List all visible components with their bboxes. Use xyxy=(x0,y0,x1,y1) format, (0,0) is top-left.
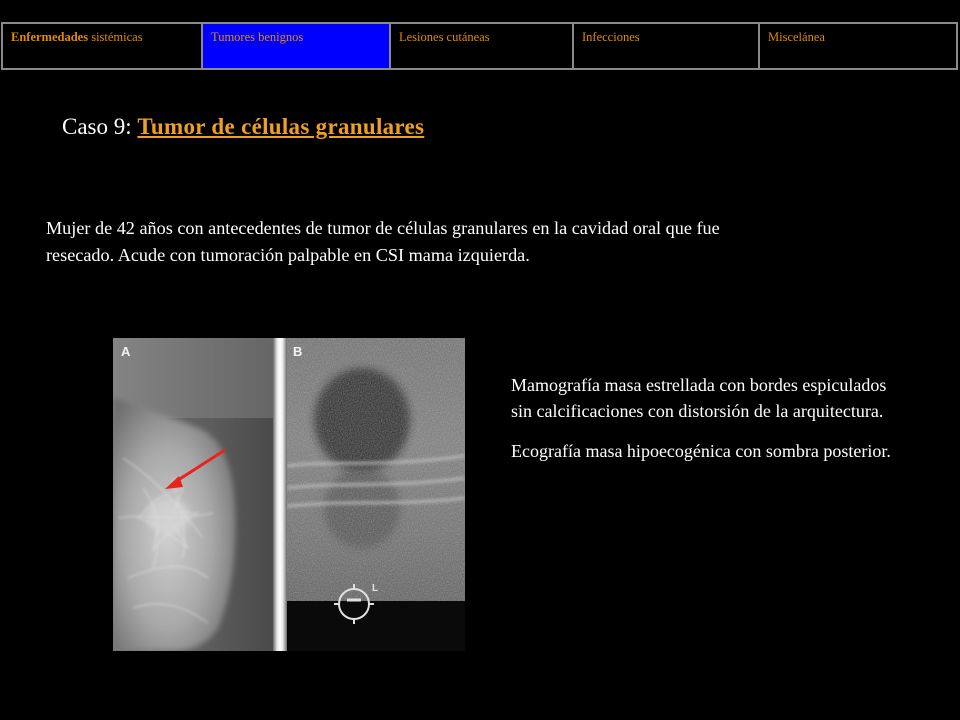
mammogram-graphic xyxy=(113,338,273,651)
ultrasound-finding: Ecografía masa hipoecogénica con sombra posterior. xyxy=(511,441,891,461)
tab-label: Tumores benignos xyxy=(211,30,304,44)
tab-enfermedades-sistemicas[interactable] xyxy=(3,24,203,68)
tab-label: sistémicas xyxy=(88,30,143,44)
imaging-figure xyxy=(113,338,465,651)
mammography-finding: Mamografía masa estrellada con bordes espiculados sin calcificaciones con distorsión de la arquitectura. xyxy=(511,375,887,421)
section-nav xyxy=(1,22,958,70)
tab-label: Lesiones cutáneas xyxy=(399,30,490,44)
ultrasound-image xyxy=(287,338,465,651)
case-title-prefix: Caso 9: xyxy=(62,114,138,139)
case-description-line-2: resecado. Acude con tumoración palpable en CSI mama izquierda. xyxy=(46,245,530,265)
case-description-line-1: Mujer de 42 años con antecedentes de tumor de células granulares en la cavidad oral que fue xyxy=(46,218,720,238)
tab-miscelanea[interactable] xyxy=(760,24,956,68)
tab-label-bold: Enfermedades xyxy=(11,30,89,44)
tab-label: Infecciones xyxy=(582,30,640,44)
tab-tumores-benignos[interactable] xyxy=(203,24,391,68)
tab-infecciones[interactable] xyxy=(574,24,760,68)
mammogram-image xyxy=(113,338,273,651)
imaging-findings xyxy=(511,372,891,478)
panel-divider xyxy=(273,338,287,651)
ultrasound-graphic xyxy=(287,338,465,651)
case-title-link[interactable]: Tumor de células granulares xyxy=(137,114,425,139)
tab-label: Miscelánea xyxy=(768,30,825,44)
tab-lesiones-cutaneas[interactable] xyxy=(391,24,574,68)
case-title xyxy=(62,114,424,140)
panel-b-label: B xyxy=(293,344,303,359)
case-description xyxy=(46,215,866,269)
svg-text:L: L xyxy=(372,583,379,594)
panel-a-label: A xyxy=(121,344,131,359)
